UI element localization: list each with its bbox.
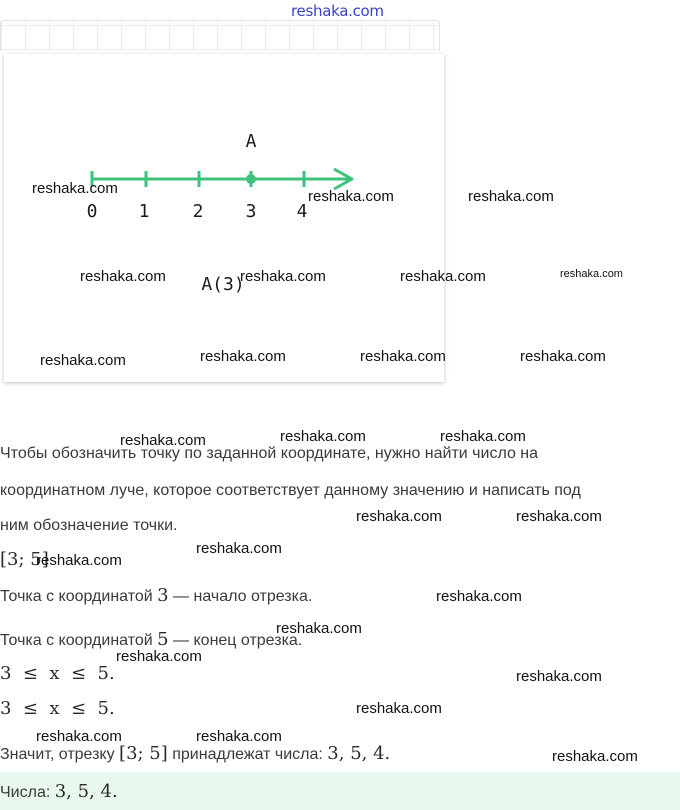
inequality-2: 3 ≤ x ≤ 5.: [0, 698, 115, 719]
explanation-line-2: координатном луче, которое соответствует данному значению и написать под: [0, 482, 581, 499]
number-line-figure: [4, 54, 444, 382]
watermark: reshaka.com: [196, 540, 282, 557]
watermark: reshaka.com: [468, 188, 554, 205]
explanation-line-3: ним обозначение точки.: [0, 517, 178, 534]
watermark: reshaka.com: [240, 268, 326, 285]
watermark: reshaka.com: [120, 432, 206, 449]
watermark: reshaka.com: [80, 268, 166, 285]
watermark: reshaka.com: [516, 668, 602, 685]
axis-label-2: 2: [192, 201, 204, 222]
segment-notation: [3; 5]: [0, 549, 49, 570]
watermark: reshaka.com: [36, 728, 122, 745]
answer-label: Числа:: [0, 784, 55, 801]
watermark: reshaka.com: [200, 348, 286, 365]
watermark: reshaka.com: [40, 352, 126, 369]
watermark: reshaka.com: [196, 728, 282, 745]
axis-label-1: 1: [138, 201, 150, 222]
explanation-line-1: Чтобы обозначить точку по заданной координате, нужно найти число на: [0, 445, 539, 462]
answer-values: 3, 5, 4.: [54, 781, 118, 802]
answer-box: [0, 772, 680, 810]
inequality-1: 3 ≤ x ≤ 5.: [0, 663, 115, 684]
axis-label-3: 3: [245, 201, 257, 222]
watermark: reshaka.com: [356, 700, 442, 717]
segment-start-line: [0, 586, 312, 607]
answer-line: [0, 782, 118, 803]
axis-label-0: 0: [86, 201, 98, 222]
number-line-svg: [4, 54, 444, 382]
start-suffix: — начало отрезка.: [168, 588, 313, 605]
watermark: reshaka.com: [276, 620, 362, 637]
watermark: reshaka.com: [560, 268, 623, 280]
conclusion-text: Значит, отрезку: [0, 746, 120, 763]
start-text: Точка с координатой: [0, 588, 158, 605]
axis-label-4: 4: [296, 201, 308, 222]
watermark: reshaka.com: [360, 348, 446, 365]
end-suffix: — конец отрезка.: [168, 632, 303, 649]
watermark: reshaka.com: [552, 748, 638, 765]
watermark: reshaka.com: [32, 180, 118, 197]
watermark: reshaka.com: [516, 508, 602, 525]
end-value: 5: [157, 629, 169, 650]
site-title[interactable]: reshaka.com: [291, 2, 384, 20]
watermark: reshaka.com: [436, 588, 522, 605]
watermark: reshaka.com: [280, 428, 366, 445]
watermark: reshaka.com: [356, 508, 442, 525]
conclusion-values: 3, 5, 4.: [327, 743, 391, 764]
point-a-name: A: [245, 131, 257, 152]
watermark: reshaka.com: [308, 188, 394, 205]
conclusion-segment: [3; 5]: [119, 743, 168, 764]
watermark: reshaka.com: [400, 268, 486, 285]
end-text: Точка с координатой: [0, 632, 158, 649]
start-value: 3: [157, 585, 169, 606]
watermark: reshaka.com: [116, 648, 202, 665]
conclusion-suffix: принадлежат числа:: [167, 746, 328, 763]
watermark: reshaka.com: [36, 552, 122, 569]
point-a-marker: [246, 174, 256, 184]
conclusion-line: [0, 744, 390, 765]
watermark: reshaka.com: [520, 348, 606, 365]
point-a-coordinate: A(3): [201, 274, 245, 295]
watermark: reshaka.com: [440, 428, 526, 445]
grid-strip: [0, 20, 440, 51]
